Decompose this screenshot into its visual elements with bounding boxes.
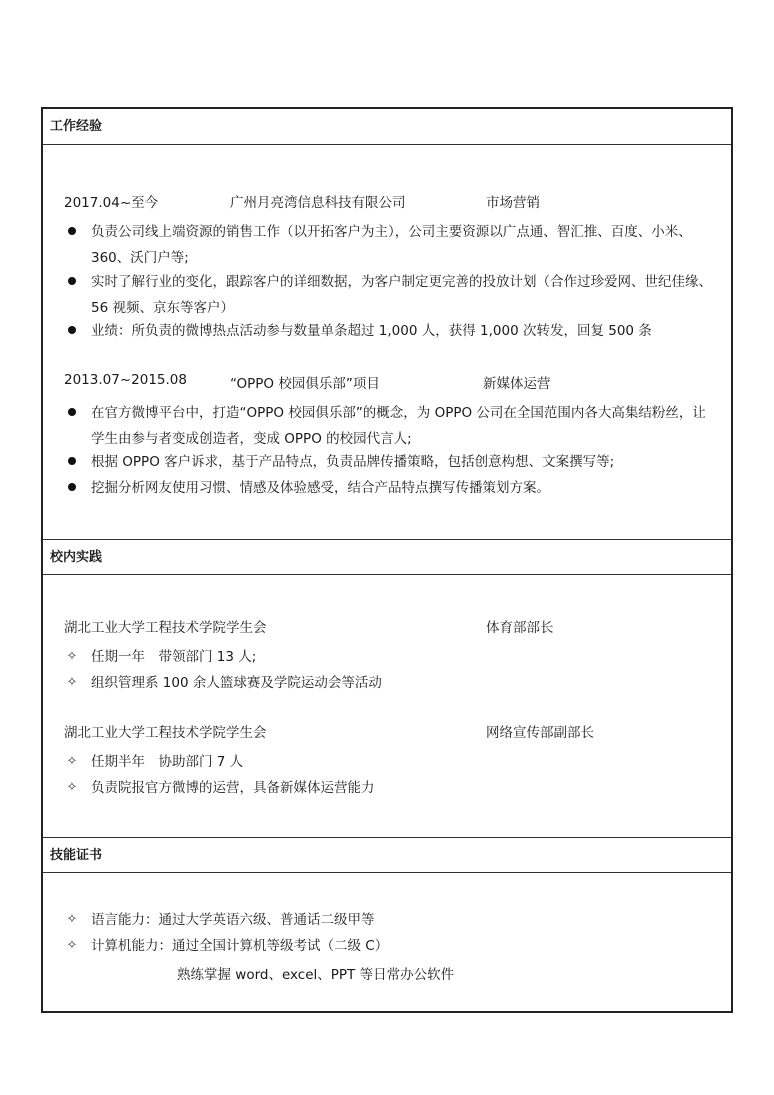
four-point-star-icon: ✧ xyxy=(66,649,78,664)
four-point-star-icon: ✧ xyxy=(66,938,78,953)
filled-circle-icon xyxy=(65,318,79,344)
skills-line: ✧ 计算机能力：通过全国计算机等级考试（二级 C） xyxy=(65,933,717,959)
job-2-bullet: 挖掘分析网友使用习惯、情感及体验感受，结合产品特点撰写传播策划方案。 xyxy=(65,475,717,501)
campus-1-bullet: ✧ 组织管理系 100 余人篮球赛及学院运动会等活动 xyxy=(65,670,717,696)
four-point-star-icon: ✧ xyxy=(66,675,78,690)
job-2-org: “OPPO 校园俱乐部”项目 xyxy=(230,376,380,392)
campus-1-bullet: ✧ 任期一年 带领部门 13 人; xyxy=(65,644,717,670)
section-title-campus: 校内实践 xyxy=(43,539,731,575)
four-point-star-icon: ✧ xyxy=(66,912,78,927)
filled-circle-icon xyxy=(65,400,79,426)
skills-line: ✧ 语言能力：通过大学英语六级、普通话二级甲等 xyxy=(65,907,717,933)
campus-2-role: 网络宣传部副部长 xyxy=(486,725,594,741)
job-2-bullet: 根据 OPPO 客户诉求，基于产品特点，负责品牌传播策略，包括创意构想、文案撰写等; xyxy=(65,449,717,475)
filled-circle-icon xyxy=(65,449,79,475)
campus-1-role: 体育部部长 xyxy=(486,620,554,636)
campus-2-bullet: ✧ 负责院报官方微博的运营，具备新媒体运营能力 xyxy=(65,775,717,801)
campus-1-org: 湖北工业大学工程技术学院学生会 xyxy=(64,620,267,636)
resume-frame xyxy=(41,107,733,1013)
skills-extra: 熟练掌握 word、excel、PPT 等日常办公软件 xyxy=(177,967,455,983)
filled-circle-icon xyxy=(65,475,79,501)
job-1-bullet: 业绩：所负责的微博热点活动参与数量单条超过 1,000 人，获得 1,000 次转发，回复 500 条 xyxy=(65,318,717,344)
filled-circle-icon xyxy=(65,269,79,295)
job-1-role: 市场营销 xyxy=(486,195,540,211)
job-2-role: 新媒体运营 xyxy=(483,376,551,392)
section-title-skills: 技能证书 xyxy=(43,837,731,873)
job-1-period: 2017.04~至今 xyxy=(64,195,159,211)
four-point-star-icon: ✧ xyxy=(66,780,78,795)
section-title-work: 工作经验 xyxy=(43,109,731,145)
job-2-bullet: 在官方微博平台中，打造“OPPO 校园俱乐部”的概念，为 OPPO 公司在全国范围内各大高集结粉丝，让学生由参与者变成创造者，变成 OPPO 的校园代言人; xyxy=(65,400,717,452)
four-point-star-icon: ✧ xyxy=(66,754,78,769)
job-1-org: 广州月亮湾信息科技有限公司 xyxy=(230,195,406,211)
job-1-bullet: 实时了解行业的变化，跟踪客户的详细数据，为客户制定更完善的投放计划（合作过珍爱网、世纪佳缘、56 视频、京东等客户） xyxy=(65,269,717,321)
campus-2-bullet: ✧ 任期半年 协助部门 7 人 xyxy=(65,749,717,775)
job-2-period: 2013.07~2015.08 xyxy=(64,372,187,388)
campus-2-org: 湖北工业大学工程技术学院学生会 xyxy=(64,725,267,741)
job-1-bullet: 负责公司线上端资源的销售工作（以开拓客户为主），公司主要资源以广点通、智汇推、百度、小米、360、沃门户等; xyxy=(65,219,717,271)
filled-circle-icon xyxy=(65,219,79,245)
